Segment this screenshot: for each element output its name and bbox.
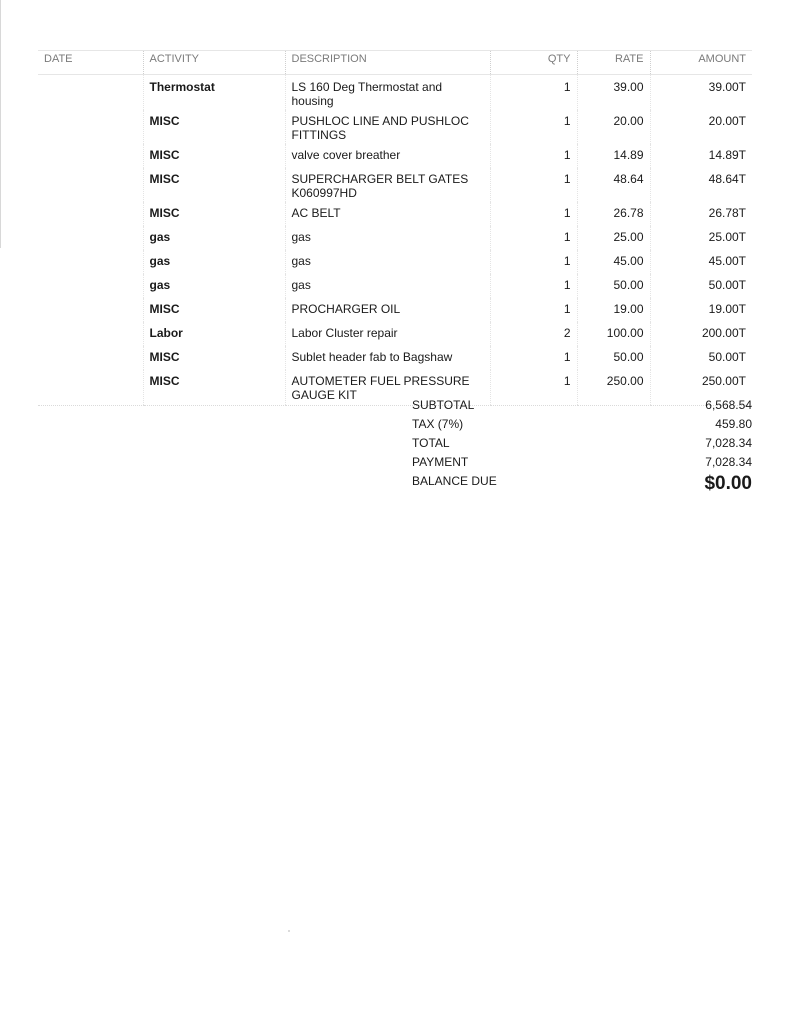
activity-cell: MISC — [143, 110, 285, 144]
subtotal-label: SUBTOTAL — [412, 398, 475, 412]
rate-cell: 250.00 — [577, 370, 650, 406]
activity-cell: MISC — [143, 168, 285, 202]
payment-row — [412, 455, 752, 474]
date-cell — [38, 298, 143, 322]
activity-cell: Labor — [143, 322, 285, 346]
qty-cell: 1 — [490, 274, 577, 298]
invoice-totals — [412, 398, 752, 500]
rate-cell: 25.00 — [577, 226, 650, 250]
table-header-row — [38, 51, 752, 75]
date-cell — [38, 274, 143, 298]
rate-cell: 14.89 — [577, 144, 650, 168]
date-cell — [38, 322, 143, 346]
scan-speck — [288, 930, 290, 932]
table-row — [38, 168, 752, 202]
rate-cell: 20.00 — [577, 110, 650, 144]
activity-cell: Thermostat — [143, 75, 285, 111]
description-cell: PUSHLOC LINE AND PUSHLOC FITTINGS — [285, 110, 490, 144]
activity-cell: MISC — [143, 202, 285, 226]
date-cell — [38, 75, 143, 111]
description-cell: gas — [285, 274, 490, 298]
scan-edge-line — [0, 0, 1, 248]
date-cell — [38, 250, 143, 274]
column-header-date: DATE — [38, 51, 143, 75]
qty-cell: 1 — [490, 346, 577, 370]
amount-cell: 45.00T — [650, 250, 752, 274]
amount-cell: 200.00T — [650, 322, 752, 346]
rate-cell: 39.00 — [577, 75, 650, 111]
activity-cell: MISC — [143, 144, 285, 168]
qty-cell: 1 — [490, 370, 577, 406]
qty-cell: 1 — [490, 168, 577, 202]
table-row — [38, 250, 752, 274]
table-row — [38, 202, 752, 226]
rate-cell: 50.00 — [577, 274, 650, 298]
description-cell: gas — [285, 226, 490, 250]
amount-cell: 50.00T — [650, 274, 752, 298]
amount-cell: 26.78T — [650, 202, 752, 226]
description-cell: AC BELT — [285, 202, 490, 226]
rate-cell: 48.64 — [577, 168, 650, 202]
rate-cell: 45.00 — [577, 250, 650, 274]
date-cell — [38, 370, 143, 406]
balance-due-label: BALANCE DUE — [412, 474, 497, 488]
tax-value: 459.80 — [715, 417, 752, 431]
balance-due-value: $0.00 — [704, 473, 752, 494]
description-cell: gas — [285, 250, 490, 274]
table-row — [38, 226, 752, 250]
description-cell: SUPERCHARGER BELT GATES K060997HD — [285, 168, 490, 202]
qty-cell: 2 — [490, 322, 577, 346]
invoice-line-items-table — [38, 50, 752, 406]
date-cell — [38, 168, 143, 202]
table-row — [38, 75, 752, 111]
payment-value: 7,028.34 — [705, 455, 752, 469]
amount-cell: 19.00T — [650, 298, 752, 322]
column-header-activity: ACTIVITY — [143, 51, 285, 75]
table-row — [38, 110, 752, 144]
description-cell: AUTOMETER FUEL PRESSURE GAUGE KIT — [285, 370, 490, 406]
table-row — [38, 144, 752, 168]
amount-cell: 48.64T — [650, 168, 752, 202]
activity-cell: gas — [143, 274, 285, 298]
table-row — [38, 274, 752, 298]
tax-row — [412, 417, 752, 436]
total-label: TOTAL — [412, 436, 450, 450]
rate-cell: 26.78 — [577, 202, 650, 226]
payment-label: PAYMENT — [412, 455, 469, 469]
amount-cell: 25.00T — [650, 226, 752, 250]
amount-cell: 20.00T — [650, 110, 752, 144]
qty-cell: 1 — [490, 144, 577, 168]
activity-cell: MISC — [143, 370, 285, 406]
column-header-description: DESCRIPTION — [285, 51, 490, 75]
date-cell — [38, 110, 143, 144]
description-cell: Labor Cluster repair — [285, 322, 490, 346]
column-header-rate: RATE — [577, 51, 650, 75]
balance-due-row — [412, 474, 752, 500]
total-value: 7,028.34 — [705, 436, 752, 450]
qty-cell: 1 — [490, 202, 577, 226]
rate-cell: 100.00 — [577, 322, 650, 346]
date-cell — [38, 226, 143, 250]
rate-cell: 50.00 — [577, 346, 650, 370]
column-header-amount: AMOUNT — [650, 51, 752, 75]
date-cell — [38, 346, 143, 370]
qty-cell: 1 — [490, 298, 577, 322]
table-row — [38, 298, 752, 322]
amount-cell: 14.89T — [650, 144, 752, 168]
description-cell: LS 160 Deg Thermostat and housing — [285, 75, 490, 111]
description-cell: Sublet header fab to Bagshaw — [285, 346, 490, 370]
subtotal-row — [412, 398, 752, 417]
qty-cell: 1 — [490, 110, 577, 144]
tax-label: TAX (7%) — [412, 417, 464, 431]
activity-cell: MISC — [143, 346, 285, 370]
table-row — [38, 322, 752, 346]
description-cell: valve cover breather — [285, 144, 490, 168]
description-cell: PROCHARGER OIL — [285, 298, 490, 322]
qty-cell: 1 — [490, 226, 577, 250]
table-row — [38, 346, 752, 370]
column-header-qty: QTY — [490, 51, 577, 75]
amount-cell: 50.00T — [650, 346, 752, 370]
amount-cell: 39.00T — [650, 75, 752, 111]
total-row — [412, 436, 752, 455]
rate-cell: 19.00 — [577, 298, 650, 322]
activity-cell: gas — [143, 250, 285, 274]
activity-cell: gas — [143, 226, 285, 250]
qty-cell: 1 — [490, 75, 577, 111]
amount-cell: 250.00T — [650, 370, 752, 406]
qty-cell: 1 — [490, 250, 577, 274]
activity-cell: MISC — [143, 298, 285, 322]
subtotal-value: 6,568.54 — [705, 398, 752, 412]
date-cell — [38, 144, 143, 168]
date-cell — [38, 202, 143, 226]
